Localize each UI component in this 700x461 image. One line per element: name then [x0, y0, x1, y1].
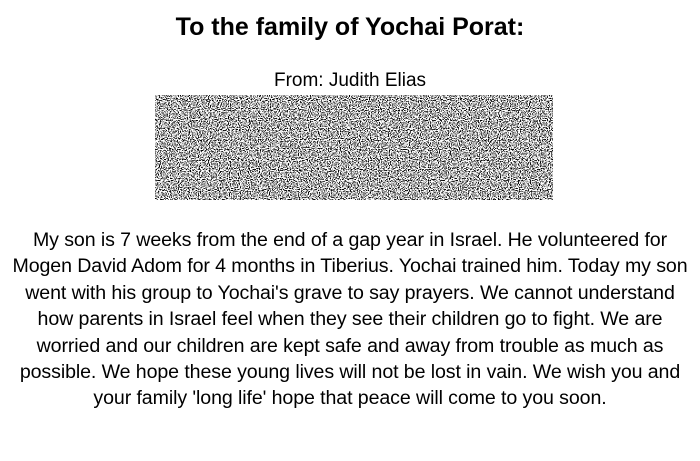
noise-pattern: [155, 95, 553, 200]
message-body: My son is 7 weeks from the end of a gap year in Israel. He volunteered for Mogen David Adom for 4 months in Tiberius. Yochai trained him. Today my son went with his group to Yochai's grave to say prayers. We cannot understand how parents in Israel feel when they see their children go to fight. We are worried and our children are kept safe and away from trouble as much as possible. We hope these young lives will not be lost in vain. We wish you and your family 'long life' hope that peace will come to you soon.: [12, 229, 688, 410]
letter-title: To the family of Yochai Porat:: [175, 13, 525, 41]
sender-line: From: Judith Elias: [273, 70, 427, 91]
redacted-contact-block: [155, 95, 553, 200]
